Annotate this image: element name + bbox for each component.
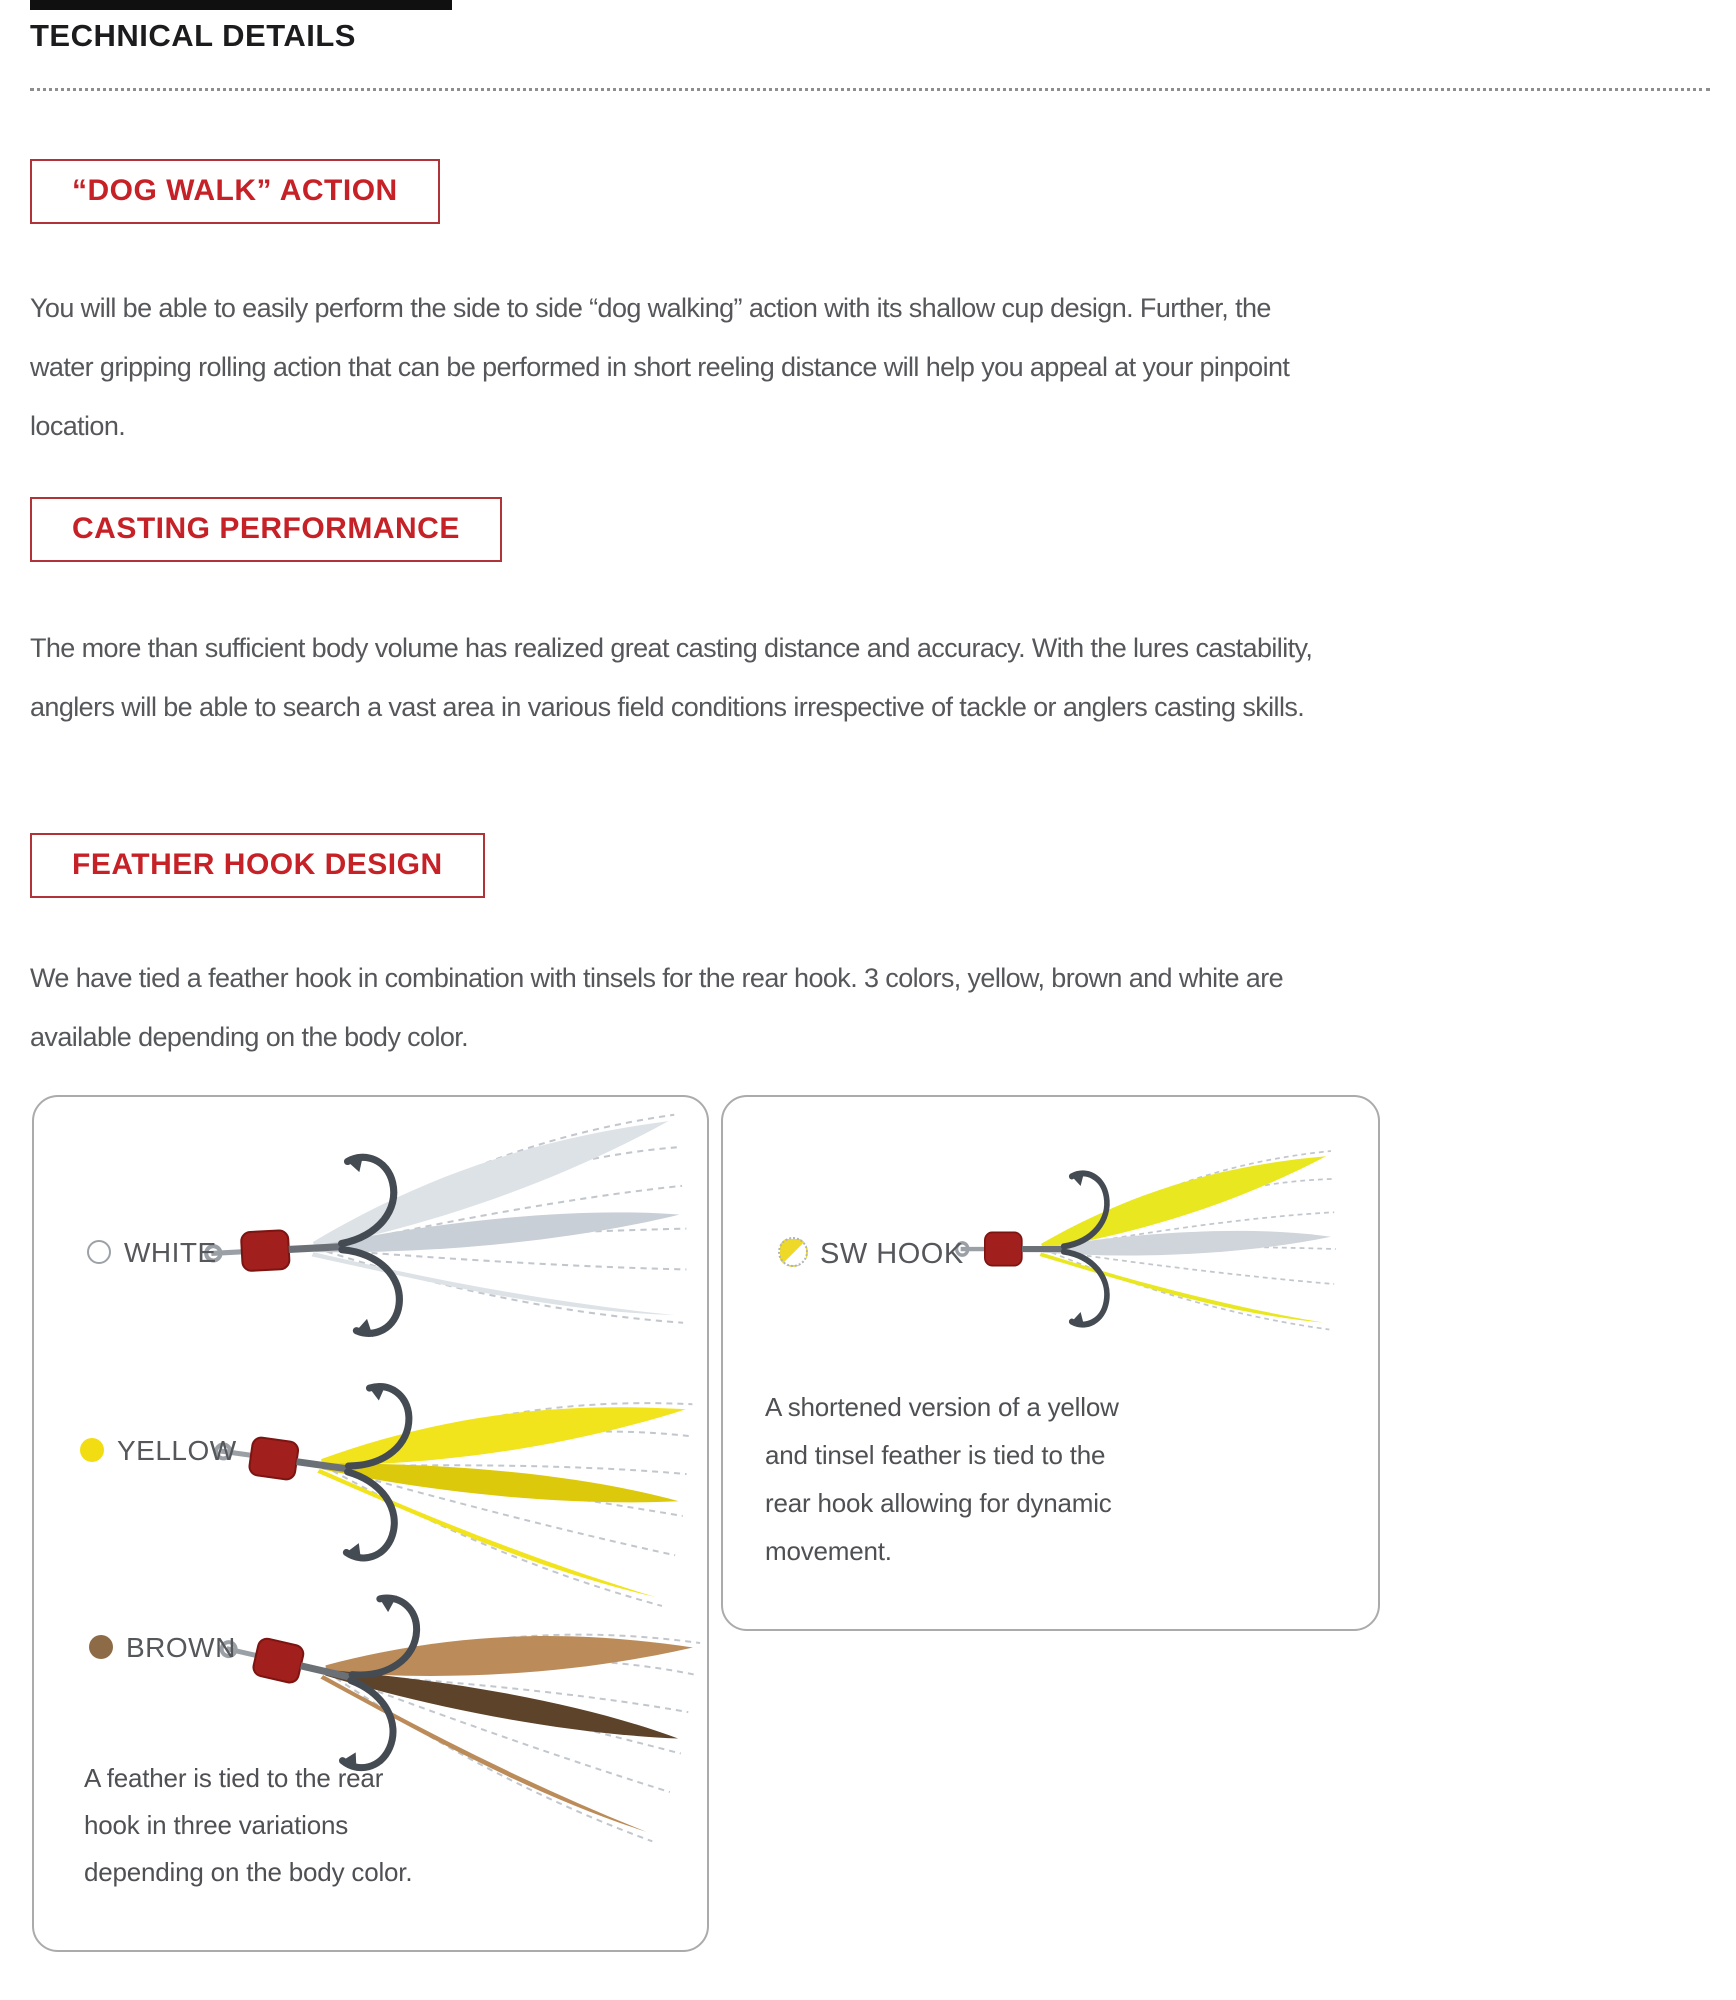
yellow-label: YELLOW — [117, 1435, 237, 1466]
section-heading-dog-walk-action: “DOG WALK” ACTION — [30, 159, 440, 224]
brown-label: BROWN — [126, 1632, 236, 1663]
page-title: TECHNICAL DETAILS — [30, 18, 356, 53]
feather-hook-icon — [951, 1135, 1337, 1363]
feather-variations-card — [32, 1095, 709, 1952]
brown-swatch-icon — [89, 1635, 113, 1659]
paragraph-casting-performance: The more than sufficient body volume has realized great casting distance and accuracy. With the lures castability, anglers will be able to search a vast area in various field conditions irrespective of tackle or anglers casting skills. — [30, 633, 1313, 722]
sw-hook-label: SW HOOK — [820, 1238, 964, 1270]
feather-card-caption: A feather is tied to the rear hook in three variations depending on the body color. — [84, 1763, 413, 1887]
sw-feather-hook-illustration — [951, 1135, 1337, 1363]
paragraph-feather-hook-design: We have tied a feather hook in combination with tinsels for the rear hook. 3 colors, yellow, brown and white are available depending on the body color. — [30, 963, 1284, 1052]
paragraph-dog-walk-action: You will be able to easily perform the side to side “dog walking” action with its shallow cup design. Further, the water gripping rolling action that can be performed in short reeling distance will help you appeal at your pinpoint location. — [30, 293, 1290, 441]
cropped-banner-bar — [30, 0, 452, 10]
dotted-divider — [30, 88, 1710, 91]
feather-hook-cards — [32, 1095, 1380, 1952]
sw-card-caption: A shortened version of a yellow and tinsel feather is tied to the rear hook allowing for dynamic movement. — [765, 1392, 1119, 1566]
white-swatch-icon — [87, 1240, 111, 1264]
sw-hook-card — [721, 1095, 1380, 1631]
sw-hook-swatch-icon — [778, 1237, 808, 1267]
yellow-swatch-icon — [80, 1438, 104, 1462]
section-heading-casting-performance: CASTING PERFORMANCE — [30, 497, 502, 562]
section-heading-feather-hook-design: FEATHER HOOK DESIGN — [30, 833, 485, 898]
white-label: WHITE — [124, 1237, 217, 1268]
